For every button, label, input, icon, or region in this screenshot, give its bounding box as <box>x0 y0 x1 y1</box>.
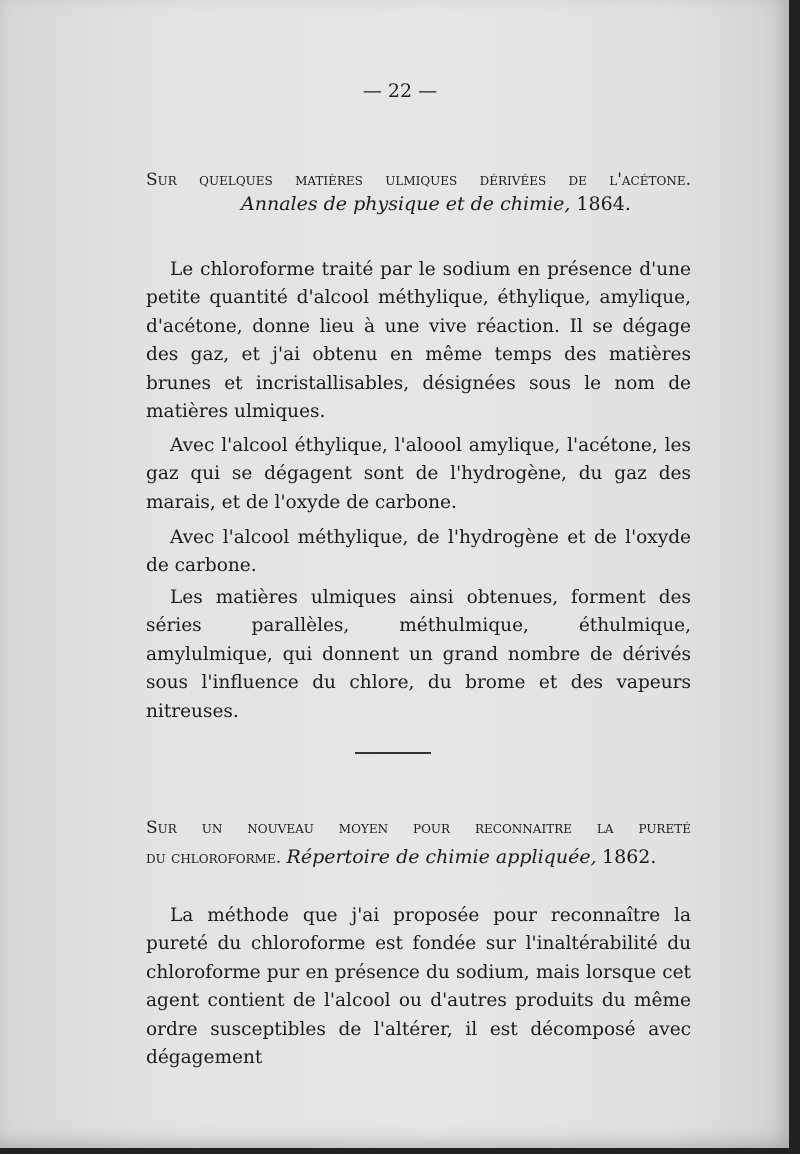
paragraph: Avec l'alcool éthylique, l'aloool amylique, l'acétone, les gaz qui se dégagent sont de l'hydrogène, du gaz des marais, et de l'oxyde de carbone. <box>146 435 691 513</box>
page-number: — 22 — <box>362 80 438 102</box>
citation-annales <box>241 187 631 221</box>
citation-prefix: du chloroforme. <box>146 848 282 868</box>
paragraph: Les matières ulmiques ainsi obtenues, forment des séries parallèles, méthulmique, éthulmique, amylulmique, qui donnent un grand nombre de dérivés sous l'influence du chlore, du brome et des vapeurs nitreuses. <box>146 587 691 722</box>
paragraph: Le chloroforme traité par le sodium en présence d'une petite quantité d'alcool méthylique, éthylique, amylique, d'acétone, donne lieu à une vive réaction. Il se dégage des gaz, et j'ai obtenu en même temps des matières brunes et incristallisables, désignées sous le nom de matières ulmiques. <box>146 259 691 423</box>
paragraph: Avec l'alcool méthylique, de l'hydrogène et de l'oxyde de carbone. <box>146 527 691 577</box>
citation-year: 1864. <box>576 193 631 215</box>
citation-repertoire <box>146 840 656 875</box>
scan-edge-bottom <box>0 1148 800 1154</box>
section-title-ulmiques: Sur quelques matières ulmiques dérivées de l'acétone. <box>146 170 691 190</box>
section-divider <box>355 752 431 754</box>
scan-edge-right <box>789 0 800 1154</box>
citation-year: 1862. <box>602 846 657 868</box>
citation-journal: Répertoire de chimie appliquée, <box>286 846 597 868</box>
citation-journal: Annales de physique et de chimie, <box>241 193 571 215</box>
paragraph: La méthode que j'ai proposée pour reconnaître la pureté du chloroforme est fondée sur l'inaltérabilité du chloroforme pur en présence du sodium, mais lorsque cet agent contient de l'alcool ou d'autres produits du même ordre susceptibles de l'altérer, il est décomposé avec dégagement <box>146 905 691 1069</box>
section-title-chloroforme: Sur un nouveau moyen pour reconnaitre la pureté <box>146 818 691 838</box>
